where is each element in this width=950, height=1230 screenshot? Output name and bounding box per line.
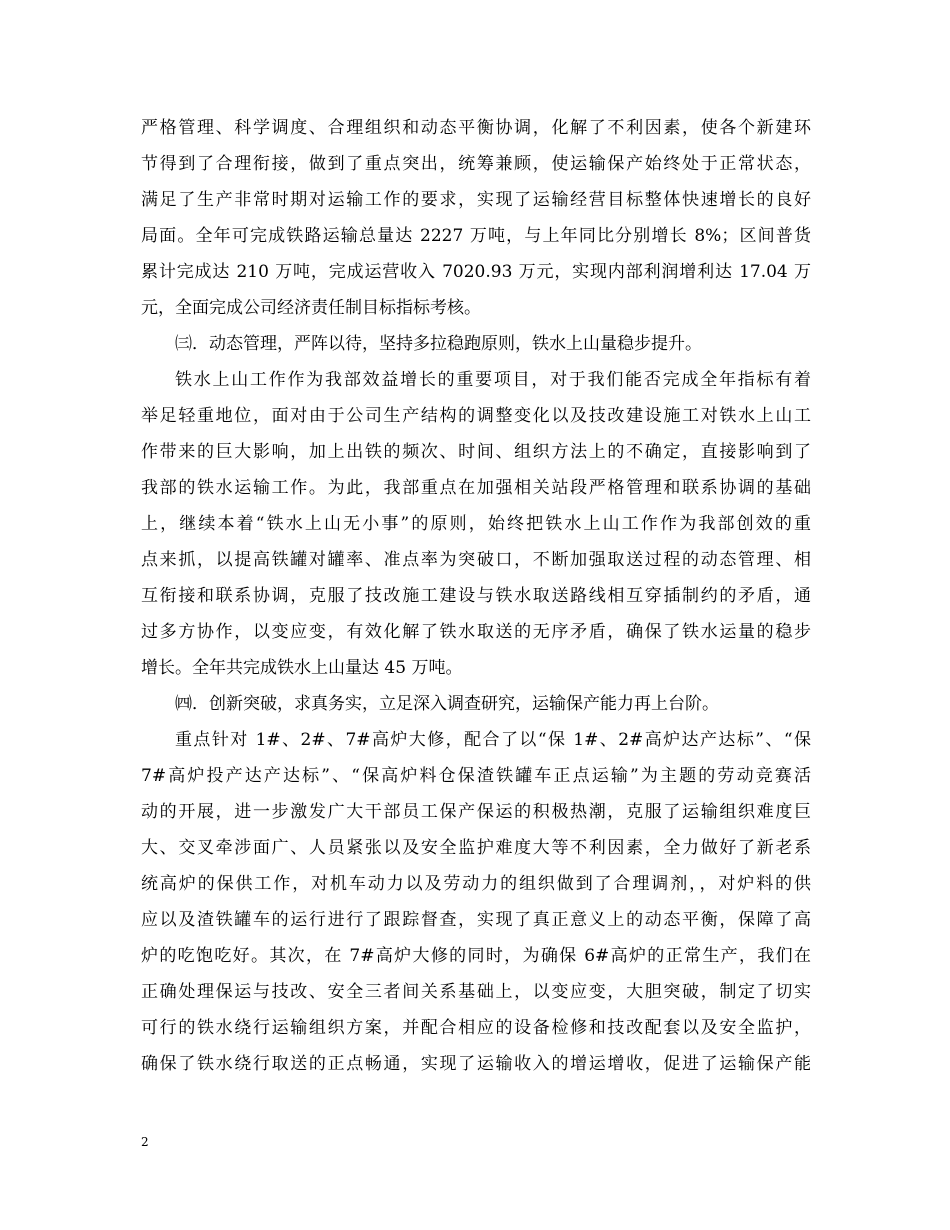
text-line: 统高炉的保供工作，对机车动力以及劳动力的组织做到了合理调剂，，对炉料的供 <box>141 874 811 894</box>
text-line: 增长。全年共完成铁水上山量达 45 万吨。 <box>141 658 463 678</box>
text-line: 炉的吃饱吃好。其次，在 7#高炉大修的同时，为确保 6#高炉的正常生产，我们在 <box>141 946 811 966</box>
page-number: 2 <box>141 1135 149 1149</box>
section-heading: ㈣．创新突破，求真务实，立足深入调查研究，运输保产能力再上台阶。 <box>175 694 719 714</box>
text-line: 正确处理保运与技改、安全三者间关系基础上，以变应变，大胆突破，制定了切实 <box>141 982 811 1002</box>
section-heading: ㈢．动态管理，严阵以待，坚持多拉稳跑原则，铁水上山量稳步提升。 <box>175 334 702 354</box>
text-line: 互衔接和联系协调，克服了技改施工建设与铁水取送路线相互穿插制约的矛盾，通 <box>141 586 811 606</box>
text-line: 满足了生产非常时期对运输工作的要求，实现了运输经营目标整体快速增长的良好 <box>141 190 811 210</box>
text-line: 点来抓，以提高铁罐对罐率、准点率为突破口，不断加强取送过程的动态管理、相 <box>141 550 811 570</box>
text-line: 重点针对 1#、2#、7#高炉大修，配合了以“保 1#、2#高炉达产达标”、“保 <box>175 730 811 750</box>
text-line: 节得到了合理衔接，做到了重点突出，统筹兼顾，使运输保产始终处于正常状态， <box>141 154 811 174</box>
text-line: 7#高炉投产达产达标”、“保高炉料仓保渣铁罐车正点运输”为主题的劳动竞赛活 <box>141 766 811 786</box>
text-line: 可行的铁水绕行运输组织方案，并配合相应的设备检修和技改配套以及安全监护， <box>141 1018 811 1038</box>
text-line: 元，全面完成公司经济责任制目标指标考核。 <box>141 298 481 318</box>
text-line: 确保了铁水绕行取送的正点畅通，实现了运输收入的增运增收，促进了运输保产能 <box>141 1054 811 1074</box>
text-line: 过多方协作，以变应变，有效化解了铁水取送的无序矛盾，确保了铁水运量的稳步 <box>141 622 811 642</box>
text-line: 应以及渣铁罐车的运行进行了跟踪督查，实现了真正意义上的动态平衡，保障了高 <box>141 910 811 930</box>
text-line: 大、交叉牵涉面广、人员紧张以及安全监护难度大等不利因素，全力做好了新老系 <box>141 838 811 858</box>
text-line: 严格管理、科学调度、合理组织和动态平衡协调，化解了不利因素，使各个新建环 <box>141 118 811 138</box>
text-line: 铁水上山工作作为我部效益增长的重要项目，对于我们能否完成全年指标有着 <box>175 370 811 390</box>
text-line: 累计完成达 210 万吨，完成运营收入 7020.93 万元，实现内部利润增利达 17.04 万 <box>141 262 811 282</box>
document-body <box>141 110 811 1082</box>
text-line: 我部的铁水运输工作。为此，我部重点在加强相关站段严格管理和联系协调的基础 <box>141 478 811 498</box>
text-line: 上，继续本着“铁水上山无小事”的原则，始终把铁水上山工作作为我部创效的重 <box>141 514 811 534</box>
text-line: 动的开展，进一步激发广大干部员工保产保运的积极热潮，克服了运输组织难度巨 <box>141 802 811 822</box>
text-line: 局面。全年可完成铁路运输总量达 2227 万吨，与上年同比分别增长 8%；区间普货 <box>141 226 811 246</box>
text-line: 举足轻重地位，面对由于公司生产结构的调整变化以及技改建设施工对铁水上山工 <box>141 406 811 426</box>
text-line: 作带来的巨大影响，加上出铁的频次、时间、组织方法上的不确定，直接影响到了 <box>141 442 811 462</box>
